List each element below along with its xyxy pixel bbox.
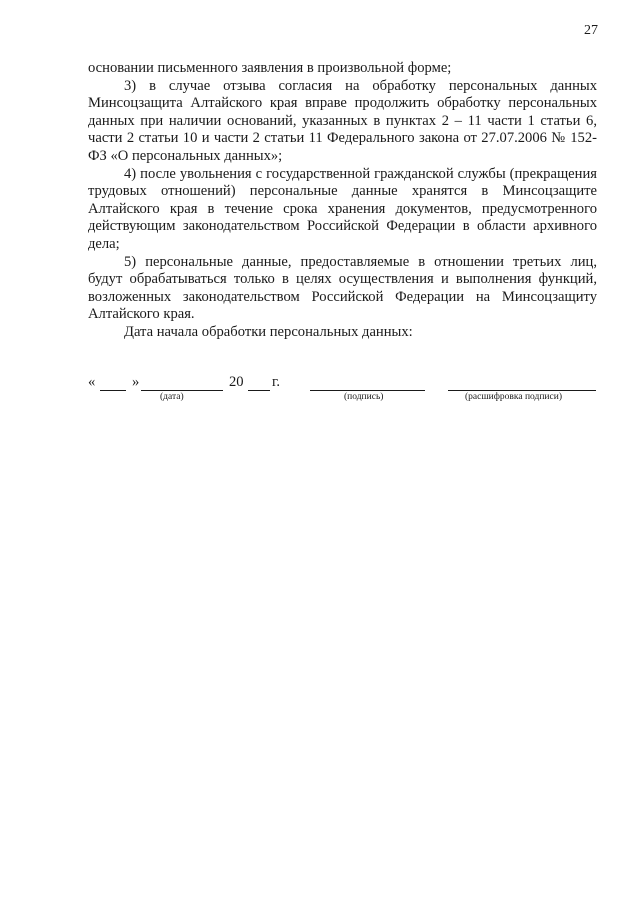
decoding-caption: (расшифровка подписи): [465, 392, 562, 402]
year-blank-line: [248, 390, 270, 391]
year-suffix: г.: [272, 374, 280, 390]
year-prefix: 20: [229, 374, 244, 390]
day-blank-line: [100, 390, 126, 391]
paragraph-item-3: 3) в случае отзыва согласия на обработку персональных данных Минсоцзащита Алтайского края вправе продолжить обработку персональных данных при наличии оснований, указанных в пунктах 2 – 11 части 1 статьи 6, части 2 статьи 10 и части 2 статьи 11 Федерального закона от 27.07.2006 № 152-ФЗ «О персональных данных»;: [88, 77, 597, 164]
quote-open: «: [88, 374, 96, 390]
paragraph-item-5: 5) персональные данные, предоставляемые в отношении третьих лиц, будут обрабатываться только в целях осуществления и выполнения функций, возложенных законодательством Российской Федерации на Минсоцзащиту Алтайского края.: [88, 253, 597, 323]
paragraph-continuation: основании письменного заявления в произвольной форме;: [88, 60, 452, 76]
signature-row: [88, 374, 598, 414]
decoding-blank-line: [448, 390, 596, 391]
processing-start-date-label: Дата начала обработки персональных данных:: [124, 323, 413, 340]
date-caption: (дата): [160, 392, 184, 402]
document-body: [88, 60, 597, 342]
month-blank-line: [141, 390, 223, 391]
signature-caption: (подпись): [344, 392, 384, 402]
paragraph-item-4: 4) после увольнения с государственной гражданской службы (прекращения трудовых отношений) персональные данные хранятся в Минсоцзащите Алтайского края в течение срока хранения документов, предусмотренного действующим законодательством Российской Федерации в области архивного дела;: [88, 165, 597, 252]
quote-close: »: [132, 374, 140, 390]
page-number: 27: [584, 23, 598, 38]
signature-blank-line: [310, 390, 425, 391]
